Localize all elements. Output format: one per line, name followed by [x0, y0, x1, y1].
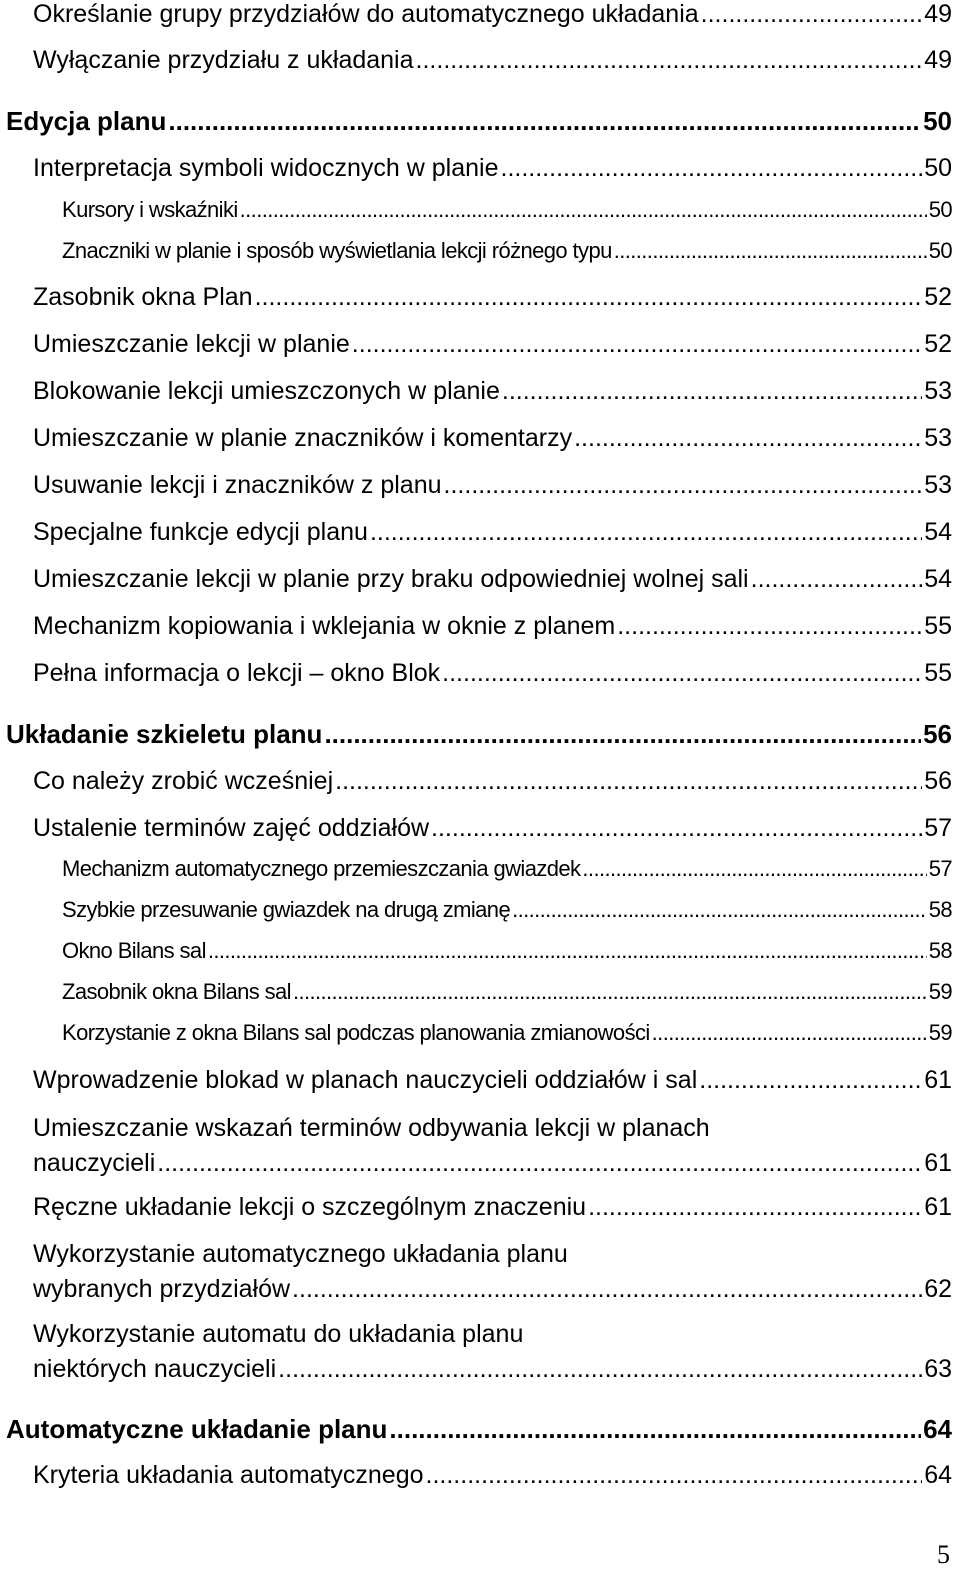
toc-entry-title: Usuwanie lekcji i znaczników z planu — [33, 471, 442, 499]
toc-entry — [33, 330, 952, 359]
toc-entry-page: 57 — [928, 856, 952, 881]
toc-leader-dots — [617, 612, 922, 641]
toc-leader-dots — [426, 1461, 923, 1490]
toc-chapter-entry — [6, 106, 952, 137]
toc-entry-page: 49 — [924, 0, 952, 28]
toc-entry-title: Układanie szkieletu planu — [6, 719, 323, 749]
toc-entry-wrapped — [33, 1320, 952, 1384]
toc-subentry — [62, 979, 952, 1005]
toc-entry-page: 63 — [924, 1355, 952, 1383]
toc-leader-dots — [324, 719, 921, 750]
toc-entry-page: 50 — [924, 154, 952, 182]
toc-chapter-entry — [6, 719, 952, 750]
toc-entry-page: 56 — [924, 767, 952, 795]
toc-entry — [33, 814, 952, 843]
toc-entry-title: Umieszczanie lekcji w planie — [33, 330, 350, 358]
toc-entry — [33, 154, 952, 183]
toc-entry-title: Wprowadzenie blokad w planach nauczycieli oddziałów i sal — [33, 1066, 698, 1094]
toc-entry-page: 49 — [924, 46, 952, 74]
toc-leader-dots — [431, 814, 922, 843]
toc-entry-page: 64 — [923, 1414, 952, 1444]
toc-leader-dots — [701, 0, 923, 29]
toc-entry-line2 — [33, 1355, 952, 1384]
toc-entry-title: Interpretacja symboli widocznych w planie — [33, 154, 499, 182]
toc-entry-page: 50 — [928, 197, 952, 222]
toc-entry-title-line2: nauczycieli — [33, 1149, 156, 1177]
toc-entry — [33, 1461, 952, 1490]
toc-entry-page: 50 — [923, 106, 952, 136]
toc-leader-dots — [416, 46, 923, 75]
toc-entry-title: Mechanizm kopiowania i wklejania w oknie z planem — [33, 612, 616, 640]
toc-entry-page: 53 — [924, 424, 952, 452]
toc-entry-page: 52 — [924, 283, 952, 311]
toc-leader-dots — [652, 1020, 927, 1046]
toc-entry-page: 58 — [928, 938, 952, 963]
toc-entry-page: 53 — [924, 377, 952, 405]
toc-entry — [33, 0, 952, 29]
toc-subentry — [62, 897, 952, 923]
toc-leader-dots — [335, 767, 922, 796]
toc-entry-title: Co należy zrobić wcześniej — [33, 767, 334, 795]
toc-leader-dots — [582, 856, 926, 882]
toc-entry-page: 56 — [923, 719, 952, 749]
toc-leader-dots — [157, 1149, 922, 1178]
toc-entry-title: Zasobnik okna Bilans sal — [62, 979, 291, 1004]
toc-entry-title: Znaczniki w planie i sposób wyświetlania lekcji różnego typu — [62, 238, 612, 263]
toc-entry-title: Umieszczanie lekcji w planie przy braku odpowiedniej wolnej sali — [33, 565, 749, 593]
toc-leader-dots — [352, 330, 922, 359]
toc-entry — [33, 424, 952, 453]
toc-entry-page: 50 — [928, 238, 952, 263]
toc-entry — [33, 1193, 952, 1222]
toc-entry-title-line1: Wykorzystanie automatu do układania planu — [33, 1320, 524, 1348]
toc-entry-line2 — [33, 1149, 952, 1178]
toc-subentry — [62, 856, 952, 882]
toc-entry-title-line1: Wykorzystanie automatycznego układania planu — [33, 1240, 568, 1268]
toc-entry-title: Ręczne układanie lekcji o szczególnym znaczeniu — [33, 1193, 587, 1221]
toc-leader-dots — [574, 424, 922, 453]
toc-entry-page: 62 — [924, 1275, 952, 1303]
toc-entry — [33, 377, 952, 406]
toc-leader-dots — [278, 1355, 922, 1384]
toc-entry — [33, 659, 952, 688]
toc-leader-dots — [699, 1066, 922, 1095]
toc-leader-dots — [444, 471, 923, 500]
toc-chapter-entry — [6, 1414, 952, 1445]
toc-leader-dots — [240, 197, 927, 223]
toc-leader-dots — [502, 377, 922, 406]
toc-entry-title: Korzystanie z okna Bilans sal podczas planowania zmianowości — [62, 1020, 650, 1045]
toc-entry — [33, 1066, 952, 1095]
toc-entry-title: Pełna informacja o lekcji – okno Blok — [33, 659, 441, 687]
toc-entry-title: Kryteria układania automatycznego — [33, 1461, 424, 1489]
toc-entry — [33, 565, 952, 594]
toc-subentry — [62, 197, 952, 223]
toc-entry-title: Automatyczne układanie planu — [6, 1414, 388, 1444]
toc-entry — [33, 767, 952, 796]
toc-entry-page: 61 — [924, 1149, 952, 1177]
toc-entry-page: 53 — [924, 471, 952, 499]
toc-entry-page: 55 — [924, 612, 952, 640]
toc-leader-dots — [370, 518, 922, 547]
toc-entry-title: Specjalne funkcje edycji planu — [33, 518, 368, 546]
toc-entry-title: Kursory i wskaźniki — [62, 197, 238, 222]
toc-subentry — [62, 938, 952, 964]
toc-leader-dots — [614, 238, 927, 264]
toc-entry — [33, 612, 952, 641]
toc-entry-page: 57 — [924, 814, 952, 842]
toc-entry-title: Okno Bilans sal — [62, 938, 206, 963]
toc-entry-title: Mechanizm automatycznego przemieszczania gwiazdek — [62, 856, 581, 881]
toc-entry-title: Zasobnik okna Plan — [33, 283, 253, 311]
toc-entry-page: 54 — [924, 565, 952, 593]
toc-entry-title-line1: Umieszczanie wskazań terminów odbywania lekcji w planach — [33, 1114, 710, 1142]
toc-entry-page: 59 — [928, 1020, 952, 1045]
toc-entry-page: 55 — [924, 659, 952, 687]
toc-entry-title: Blokowanie lekcji umieszczonych w planie — [33, 377, 500, 405]
toc-entry — [33, 471, 952, 500]
toc-entry-page: 59 — [928, 979, 952, 1004]
toc-entry-page: 58 — [928, 897, 952, 922]
toc-leader-dots — [168, 106, 921, 137]
toc-entry-title-line2: wybranych przydziałów — [33, 1275, 291, 1303]
toc-subentry — [62, 238, 952, 264]
page-number: 5 — [937, 1540, 950, 1569]
toc-leader-dots — [389, 1414, 921, 1445]
toc-entry-wrapped — [33, 1114, 952, 1178]
toc-leader-dots — [512, 897, 927, 923]
toc-entry-title-line2: niektórych nauczycieli — [33, 1355, 277, 1383]
toc-entry-title: Umieszczanie w planie znaczników i komentarzy — [33, 424, 573, 452]
toc-leader-dots — [588, 1193, 922, 1222]
toc-entry-page: 52 — [924, 330, 952, 358]
toc-entry-page: 61 — [924, 1193, 952, 1221]
toc-leader-dots — [293, 979, 927, 1005]
toc-entry-page: 61 — [924, 1066, 952, 1094]
toc-entry — [33, 46, 952, 75]
toc-leader-dots — [501, 154, 923, 183]
toc-entry-title: Wyłączanie przydziału z układania — [33, 46, 414, 74]
toc-entry — [33, 283, 952, 312]
toc-leader-dots — [208, 938, 927, 964]
toc-leader-dots — [255, 283, 923, 312]
toc-entry-title: Określanie grupy przydziałów do automatycznego układania — [33, 0, 699, 28]
toc-subentry — [62, 1020, 952, 1046]
toc-entry-title: Ustalenie terminów zajęć oddziałów — [33, 814, 430, 842]
toc-entry-page: 54 — [924, 518, 952, 546]
toc-entry-wrapped — [33, 1240, 952, 1304]
toc-entry-line2 — [33, 1275, 952, 1304]
toc-entry-title: Edycja planu — [6, 106, 167, 136]
toc-entry-title: Szybkie przesuwanie gwiazdek na drugą zmianę — [62, 897, 511, 922]
toc-leader-dots — [292, 1275, 922, 1304]
toc-leader-dots — [751, 565, 923, 594]
toc-leader-dots — [442, 659, 922, 688]
toc-entry — [33, 518, 952, 547]
toc-entry-page: 64 — [924, 1461, 952, 1489]
